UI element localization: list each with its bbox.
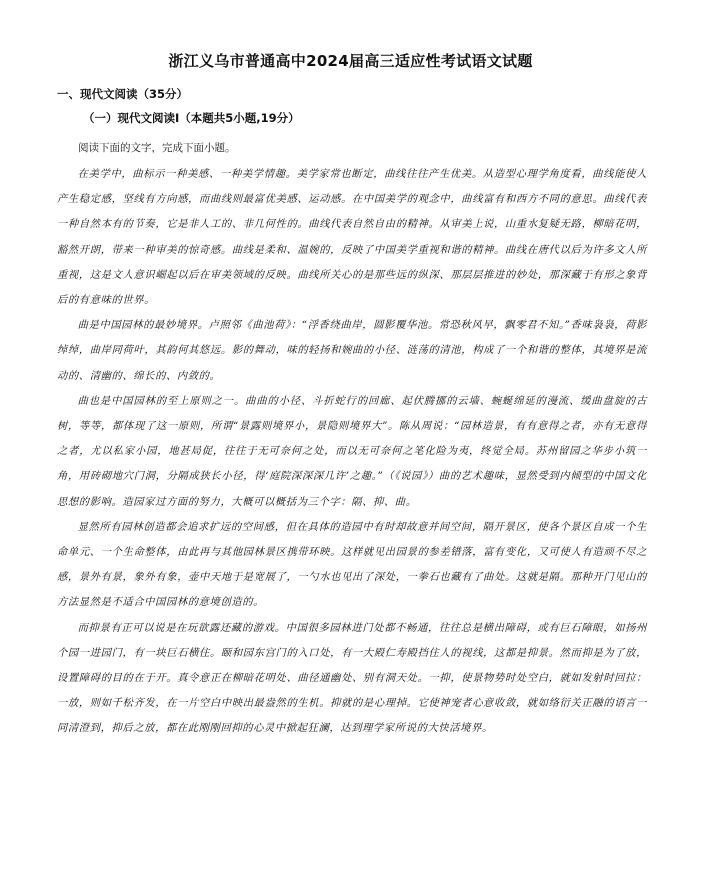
sub-heading: （一）现代文阅读Ⅰ（本题共5小题,19分） — [83, 111, 300, 125]
passage-paragraph: 曲也是中国园林的至上原则之一。曲曲的小径、斗折蛇行的回廊、起伏腾挪的云墙、蜿蜒绵延的漫流、缓曲盘旋的古树，等等，都体现了这一原则，所谓“景露则境界小，景隐则境界大”。陈从周说：“园林造景，有有意得之者，亦有无意得之者，尤以私家小园，地甚局促，往往于无可奈何之处，而以无可奈何之笔化险为夷，终觉全局。苏州留园之华步小筑一角，用砖砌地穴门洞，分隔成狭长小径，得‘庭院深深深几许’之趣。”（《说园》）曲的艺术趣味，显然受到内倾型的中国文化思想的影响。造园家过方面的努力，大概可以概括为三个字：隔、抑、曲。 — [57, 394, 647, 508]
passage-paragraph: 在美学中，曲标示一种美感、一种美学情趣。美学家常也断定，曲线往往产生优美。从造型心理学角度看，曲线能使人产生稳定感，坚线有方向感，而曲线则最富优美感、运动感。在中国美学的观念中，曲线富有和西方不同的意思。曲线代表一种自然本有的节奏，它是非人工的、非几何性的。曲线代表自然自由的精神。从审美上说，山重水复疑无路，柳暗花明，豁然开朗，带来一种审美的惊奇感。曲线是柔和、温婉的，反映了中国美学重视和谐的精神。曲线在唐代以后为许多文人所重视，这是文人意识崛起以后在审美领域的反映。曲线所关心的是那些远的纵深、那层层推进的妙处，那深藏于有形之象背后的有意味的世界。 — [57, 168, 647, 307]
passage-paragraph: 曲是中国园林的最妙境界。卢照邻《曲池荷》：“浮香绕曲岸，圆影覆华池。常恐秋风早，飘零君不知。”香味袅袅，荷影绰绰，曲岸同荷叶，其韵何其悠远。影的舞动，味的轻扬和婉曲的小径、涟荡的清池，构成了一个和谐的整体，其境界是流动的、清幽的、绵长的、内敛的。 — [57, 319, 647, 382]
passage-paragraph: 而抑景有正可以说是在玩欲露还藏的游戏。中国很多园林进门处都不畅通，往往总是横出障碍，或有巨石障眼，如扬州个园一进园门，有一块巨石横住。颐和园东宫门的入口处，有一大殿仁寿殿挡住人的视线，这都是抑景。然而抑是为了放，设置障碍的目的在于开。真令意正在柳暗花明处、曲径通幽处、别有洞天处。一抑，使景物势时处空白，就如发射时回拉：一放，则如千松齐发，在一片空白中映出最盎然的生机。抑就的是心理掉。它使神宠者心意收敛，就如络衍关正融的语言一同清澄到，抑后之放，都在此刚刚回抑的心灵中掀起狂澜，达到理学家所说的大快活境界。 — [57, 621, 647, 735]
section-heading: 一、现代文阅读（35分） — [57, 87, 189, 101]
passage-paragraph: 显然所有园林创造都会追求扩远的空间感，但在具体的造园中有时却故意并间空间，隔开景区，使各个景区自成一个生命单元、一个生命整体，由此再与其他园林景区携带环映。这样就见出园景的参差错落，富有变化，又可使人有造顽不尽之感，景外有景，象外有象，壶中天地于是宽展了，一勺水也见出了深处，一拳石也藏有了曲处。这就是隔。那种开门见山的方法显然是不适合中国园林的意境创造的。 — [57, 520, 647, 609]
reading-instruction: 阅读下面的文字，完成下面小题。 — [78, 142, 236, 154]
page-title: 浙江义乌市普通高中2024届高三适应性考试语文试题 — [168, 52, 533, 70]
reading-passage — [57, 162, 647, 742]
